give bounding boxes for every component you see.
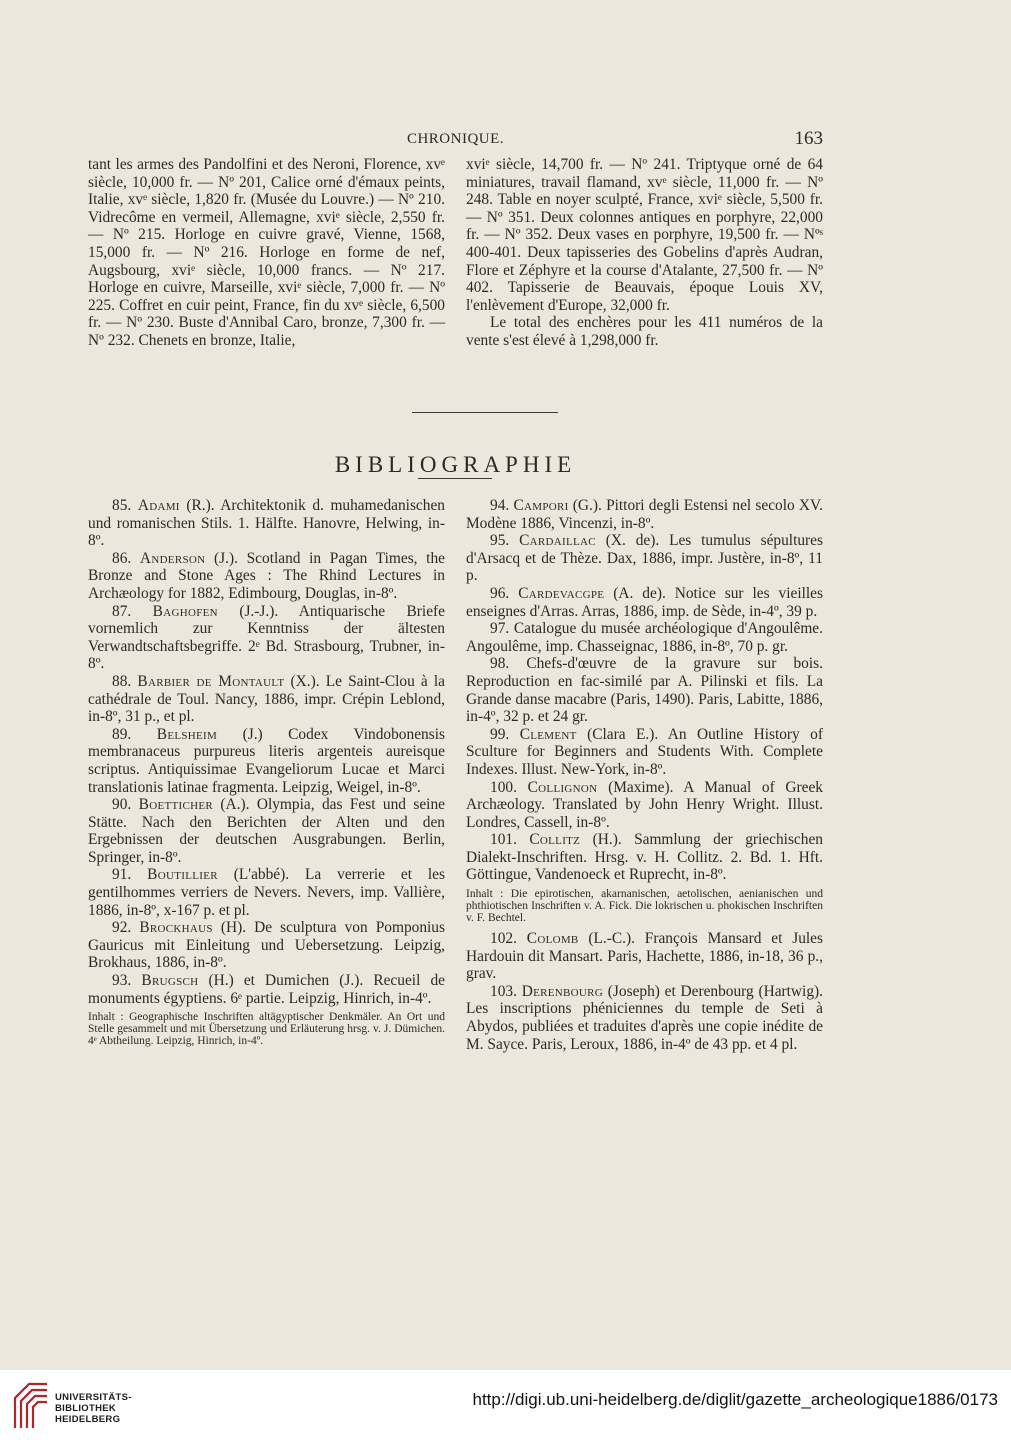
section-divider: [412, 412, 558, 413]
entry-text: (X.). Le Saint-Clou à la cathédrale de Toul. Nancy, 1886, impr. Crépin Leblond, in-8º, 31 p., et pl.: [88, 672, 445, 726]
chronique-paragraph: tant les armes des Pandolfini et des Neroni, Florence, xvᵉ siècle, 10,000 fr. — Nº 201, Calice orné d'émaux peints, Italie, xvᵉ siècle, 1,820 fr. (Musée du Louvre.) — Nº 210. Vidrecôme en vermeil, Allemagne, xviᵉ siècle, 2,550 fr. — Nº 215. Horloge en cuivre gravé, Vienne, 1568, 15,000 fr. — Nº 216. Horloge en forme de nef, Augsbourg, xviᵉ siècle, 10,000 francs. — Nº 217. Horloge en cuivre, Marseille, xviᵉ siècle, 7,000 fr. — Nº 225. Coffret en cuir peint, France, fin du xvᵉ siècle, 6,500 fr. — Nº 230. Buste d'Annibal Caro, bronze, 7,300 fr. — Nº 232. Chenets en bronze, Italie,: [88, 156, 445, 349]
running-title: CHRONIQUE.: [406, 131, 505, 147]
bibliography-entry: [88, 497, 445, 550]
bibliography-right-column: [466, 497, 823, 1053]
entry-text: (A. de). Notice sur les vieilles enseignes d'Arras. Arras, 1886, imp. de Sède, in-4º, 39 p.: [466, 584, 823, 620]
bibliography-entry: [466, 655, 823, 725]
entry-author: Boetticher: [138, 796, 214, 814]
entry-author: Anderson: [139, 549, 206, 567]
bibliography-entry: [88, 919, 445, 972]
entry-number: 87.: [112, 602, 132, 620]
entry-number: 96.: [490, 584, 510, 602]
entry-number: 94.: [490, 497, 510, 514]
bibliography-entry: [88, 866, 445, 919]
entry-text: (L.-C.). François Mansard et Jules Hardouin dit Mansart. Paris, Hachette, 1886, in-18, 36 p., grav.: [466, 930, 823, 983]
entry-author: Boutillier: [147, 866, 218, 884]
entry-text: (J.). Scotland in Pagan Times, the Bronze and Stone Ages : The Rhind Lectures in Archæology for 1882, Edimbourg, Douglas, in-8º.: [88, 549, 445, 602]
entry-author: Derenbourg: [521, 982, 604, 1000]
entry-author: Clement: [519, 725, 577, 743]
bibliography-entry: [466, 497, 823, 532]
entry-author: Brockhaus: [139, 919, 213, 937]
bibliography-entry: [466, 726, 823, 779]
entry-text: (H.). Sammlung der griechischen Dialekt-Inschriften. Hrsg. v. H. Collitz. 2. Bd. 1. Hft. Göttingue, Vandenoeck et Ruprecht, in-8º.: [466, 831, 823, 884]
entry-text: (J.) Codex Vindobonensis membranaceus purpureus literis argenteis aureisque scriptus. Antiquissimae Evangeliorum Lucae et Marci translationis latinae fragmenta. Leipzig, Weigel, in-8º.: [88, 725, 445, 796]
bibliography-entry: [466, 620, 823, 655]
bibliography-entry: [466, 831, 823, 884]
contents-note: Inhalt : Die epirotischen, akarnanischen, aetolischen, aenianischen und phthiotischen Inschriften v. A. Fick. Die lokrischen u. phokischen Inschriften v. F. Bechtel.: [466, 888, 823, 925]
digitization-footer: [0, 1370, 1011, 1447]
title-underline: [418, 478, 492, 479]
entry-number: 90.: [112, 796, 132, 814]
contents-note: Inhalt : Geographische Inschriften altägyptischer Denkmäler. An Ort und Stelle gesammelt und mit Übersetzung und Erläuterung hrsg. v. J. Dümichen. 4ᵉ Abtheilung. Leipzig, Hinrich, in-4º.: [88, 1011, 445, 1048]
entry-author: Barbier de Montault: [137, 672, 285, 690]
entry-author: Cardevacgpe: [518, 584, 605, 602]
entry-number: 100.: [490, 778, 517, 796]
entry-text: (Maxime). A Manual of Greek Archæology. Translated by John Henry Wright. Illust. Londres, Cassell, in-8º.: [466, 778, 823, 831]
entry-number: 86.: [112, 549, 132, 567]
entry-number: 103.: [490, 982, 517, 1000]
bibliography-entry: [88, 726, 445, 796]
entry-number: 91.: [112, 866, 132, 884]
entry-number: 89.: [112, 725, 132, 743]
chronique-total-paragraph: Le total des enchères pour les 411 numéros de la vente s'est élevé à 1,298,000 fr.: [466, 314, 823, 349]
entry-text: (X. de). Les tumulus sépultures d'Arsacq et de Thèze. Dax, 1886, impr. Justère, in-8º, 11 p.: [466, 532, 823, 585]
bibliography-entry: [466, 930, 823, 983]
source-url-link[interactable]: http://digi.ub.uni-heidelberg.de/diglit/gazette_archeologique1886/0173: [472, 1390, 998, 1409]
entry-author: Collitz: [529, 831, 581, 849]
entry-author: Adami: [137, 497, 180, 514]
bibliography-left-column: [88, 497, 445, 1049]
bibliography-entry: [88, 603, 445, 673]
bibliography-entry: [466, 532, 823, 585]
entry-number: 93.: [112, 972, 132, 990]
entry-text: (G.). Pittori degli Estensi nel secolo XV. Modène 1886, Vincenzi, in-8º.: [466, 497, 823, 532]
entry-text: (R.). Architektonik d. muhamedanischen und romanischen Stils. 1. Hälfte. Hanovre, Helwing, in-8º.: [88, 497, 445, 550]
bibliography-entry: [466, 983, 823, 1053]
bibliography-entry: [466, 779, 823, 832]
bibliography-entry: [88, 796, 445, 866]
entry-text: (L'abbé). La verrerie et les gentilhommes verriers de Nevers. Nevers, imp. Vallière, 1886, in-8º, x-167 p. et pl.: [88, 866, 445, 919]
running-head: [88, 128, 823, 152]
entry-author: Cardaillac: [519, 532, 596, 550]
entry-author: Baghofen: [152, 602, 218, 620]
entry-text: (A.). Olympia, das Fest und seine Stätte. Nach den Berichten der Alten und den Ergebnissen der deutschen Ausgrabungen. Berlin, Springer, in-8º.: [88, 796, 445, 866]
bibliography-entry: [88, 972, 445, 1007]
entry-author: Collignon: [527, 778, 598, 796]
entry-text: (H). De sculptura von Pomponius Gauricus mit Einleitung und Uebersetzung. Leipzig, Brokhaus, 1886, in-8º.: [88, 919, 445, 972]
entry-author: Belsheim: [156, 725, 218, 743]
entry-text: Chefs-d'œuvre de la gravure sur bois. Reproduction en fac-similé par A. Pilinski et fils. La Grande danse macabre (Paris, 1490). Paris, Labitte, 1886, in-4º, 32 p. et 24 gr.: [466, 655, 823, 726]
entry-text: (J.-J.). Antiquarische Briefe vornemlich zur Kenntniss der ältesten Verwandtschaftsbegriffe. 2ᵉ Bd. Strasbourg, Trubner, in-8º.: [88, 602, 445, 673]
chronique-right-column: [466, 156, 823, 350]
entry-text: Catalogue du musée archéologique d'Angoulême. Angoulême, imp. Chasseignac, 1886, in-8º, 70 p. gr.: [466, 620, 823, 655]
page-number: 163: [794, 128, 823, 149]
entry-number: 95.: [490, 532, 510, 550]
entry-author: Campori: [513, 497, 569, 514]
entry-number: 98.: [490, 655, 510, 673]
library-logo-icon: [11, 1380, 51, 1432]
entry-text: (Clara E.). An Outline History of Sculture for Beginners and Students With. Complete Indexes. Illust. New-York, in-8º.: [466, 725, 823, 778]
entry-number: 85.: [112, 497, 132, 514]
chronique-left-column: [88, 156, 445, 350]
bibliography-entry: [88, 673, 445, 726]
entry-number: 88.: [112, 672, 132, 690]
bibliography-entry: [88, 550, 445, 603]
entry-number: 101.: [490, 831, 517, 849]
entry-number: 97.: [490, 620, 510, 638]
library-name: UNIVERSITÄTS- BIBLIOTHEK HEIDELBERG: [55, 1392, 132, 1425]
entry-text: (Joseph) et Derenbourg (Hartwig). Les inscriptions phéniciennes du temple de Seti à Abydos, publiées et traduites d'après une copie inédite de M. Sayce. Paris, Leroux, 1886, in-4º de 43 pp. et 4 pl.: [466, 982, 823, 1053]
entry-number: 99.: [490, 725, 510, 743]
entry-number: 92.: [112, 919, 132, 937]
bibliography-entry: [466, 585, 823, 620]
entry-author: Brugsch: [141, 972, 199, 990]
entry-number: 102.: [490, 930, 517, 948]
chronique-paragraph: xviᵉ siècle, 14,700 fr. — Nº 241. Triptyque orné de 64 miniatures, travail flamand, xvᵉ siècle, 11,000 fr. — Nº 248. Table en noyer sculpté, France, xviᵉ siècle, 5,500 fr. — Nº 351. Deux colonnes antiques en porphyre, 22,000 fr. — Nº 352. Deux vases en porphyre, 19,500 fr. — Nºˢ 400-401. Deux tapisseries des Gobelins d'après Audran, Flore et Zéphyre et la course d'Atalante, 27,500 fr. — Nº 402. Tapisserie de Beauvais, époque Louis XV, l'enlèvement d'Europe, 32,000 fr.: [466, 156, 823, 314]
entry-text: (H.) et Dumichen (J.). Recueil de monuments égyptiens. 6ᵉ partie. Leipzig, Hinrich, in-4º.: [88, 972, 445, 1007]
section-title: BIBLIOGRAPHIE: [334, 452, 577, 478]
entry-author: Colomb: [526, 930, 579, 948]
